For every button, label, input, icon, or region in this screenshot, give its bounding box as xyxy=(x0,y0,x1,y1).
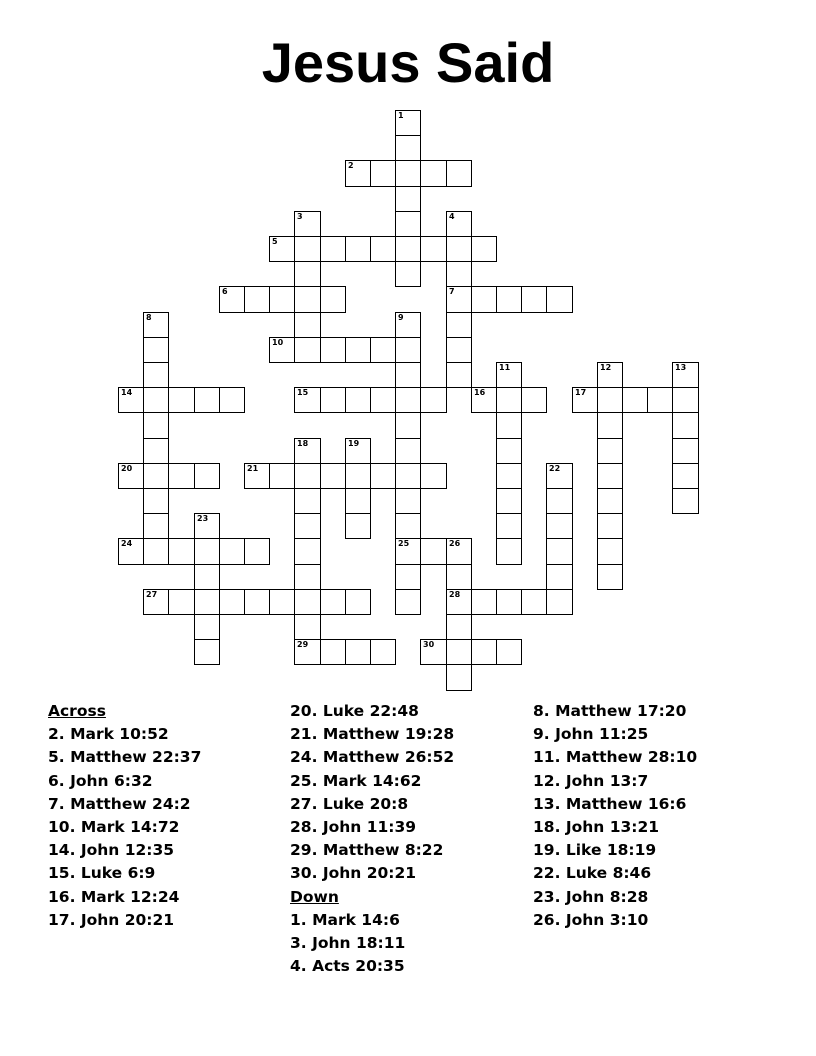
clue-number: 28. xyxy=(290,818,323,837)
down-clue xyxy=(290,932,540,955)
clue-number: 11. xyxy=(533,748,566,767)
across-clue xyxy=(48,886,298,909)
grid-cell[interactable] xyxy=(244,589,270,615)
grid-cell[interactable] xyxy=(496,639,522,665)
clue-number: 18. xyxy=(533,818,566,837)
grid-cell[interactable] xyxy=(194,614,220,640)
grid-cell[interactable] xyxy=(546,564,573,590)
grid-cell[interactable] xyxy=(219,589,245,615)
across-clue xyxy=(48,862,298,885)
grid-cell[interactable] xyxy=(194,387,220,413)
grid-cell[interactable] xyxy=(194,463,220,489)
down-clue xyxy=(290,909,540,932)
grid-cell[interactable] xyxy=(294,639,321,665)
clue-number: 1 xyxy=(398,111,404,120)
across-clue xyxy=(48,816,298,839)
across-clue xyxy=(48,839,298,862)
grid-cell[interactable] xyxy=(194,513,220,539)
grid-cell[interactable] xyxy=(496,513,522,539)
grid-cell[interactable] xyxy=(395,538,421,565)
grid-cell[interactable] xyxy=(496,387,522,413)
clue-number: 15. xyxy=(48,864,81,883)
grid-cell[interactable] xyxy=(345,488,371,514)
grid-cell[interactable] xyxy=(496,463,522,489)
grid-cell[interactable] xyxy=(294,312,321,338)
grid-cell[interactable] xyxy=(269,286,295,313)
grid-cell[interactable] xyxy=(395,463,421,489)
clue-number: 12 xyxy=(600,363,612,372)
clue-number: 24. xyxy=(290,748,323,767)
clue-number: 6. xyxy=(48,771,71,790)
grid-cell[interactable] xyxy=(446,362,472,388)
grid-cell[interactable] xyxy=(597,387,623,413)
clue-number: 6 xyxy=(222,287,228,296)
grid-cell[interactable] xyxy=(672,438,699,464)
clue-number: 2. xyxy=(48,725,71,744)
clue-reference: Acts 20:35 xyxy=(312,957,405,976)
down-clue xyxy=(533,839,783,862)
grid-cell[interactable] xyxy=(647,387,673,413)
grid-cell[interactable] xyxy=(672,387,699,413)
grid-cell[interactable] xyxy=(345,513,371,539)
clue-number: 29. xyxy=(290,841,323,860)
grid-cell[interactable] xyxy=(345,589,371,615)
clue-number: 25. xyxy=(290,771,323,790)
grid-cell[interactable] xyxy=(345,236,371,262)
grid-cell[interactable] xyxy=(194,564,220,590)
clue-reference: Mark 12:24 xyxy=(80,887,180,906)
grid-cell[interactable] xyxy=(420,639,447,665)
grid-cell[interactable] xyxy=(395,186,421,212)
clue-number: 5 xyxy=(272,237,278,246)
grid-cell[interactable] xyxy=(496,286,522,313)
clue-reference: John 13:7 xyxy=(565,771,649,790)
clue-reference: Matthew 8:22 xyxy=(322,841,444,860)
across-clue xyxy=(48,909,298,932)
grid-cell[interactable] xyxy=(219,538,245,565)
grid-cell[interactable] xyxy=(345,337,371,363)
grid-cell[interactable] xyxy=(143,513,169,539)
grid-cell[interactable] xyxy=(370,387,396,413)
grid-cell[interactable] xyxy=(395,135,421,161)
grid-cell[interactable] xyxy=(597,564,623,590)
clue-number: 23 xyxy=(197,514,209,523)
clue-reference: Mark 14:72 xyxy=(80,818,180,837)
clue-reference: Matthew 24:2 xyxy=(70,794,191,813)
clue-number: 8 xyxy=(146,313,152,322)
clue-reference: John 18:11 xyxy=(312,934,406,953)
grid-cell[interactable] xyxy=(446,286,472,313)
clue-column-2 xyxy=(290,700,540,978)
clue-number: 17 xyxy=(575,388,587,397)
across-clue xyxy=(290,793,540,816)
down-clue xyxy=(533,886,783,909)
grid-cell[interactable] xyxy=(395,387,421,413)
down-heading: Down xyxy=(290,887,339,906)
grid-cell[interactable] xyxy=(118,387,144,413)
clue-reference: John 6:32 xyxy=(70,771,153,790)
clue-number: 11 xyxy=(499,363,511,372)
grid-cell[interactable] xyxy=(294,438,321,464)
grid-cell[interactable] xyxy=(521,286,547,313)
clue-number: 16 xyxy=(474,388,486,397)
clue-reference: John 3:10 xyxy=(565,910,649,929)
clue-reference: Matthew 26:52 xyxy=(322,748,455,767)
grid-cell[interactable] xyxy=(597,488,623,514)
clue-reference: Mark 10:52 xyxy=(70,725,169,744)
grid-cell[interactable] xyxy=(672,488,699,514)
clue-number: 21 xyxy=(247,464,259,473)
grid-cell[interactable] xyxy=(370,236,396,262)
clue-number: 7. xyxy=(48,794,71,813)
grid-cell[interactable] xyxy=(294,211,321,237)
grid-cell[interactable] xyxy=(370,463,396,489)
grid-cell[interactable] xyxy=(672,463,699,489)
clue-reference: John 13:21 xyxy=(565,818,660,837)
grid-cell[interactable] xyxy=(496,362,522,388)
grid-cell[interactable] xyxy=(294,589,321,615)
clue-number: 28 xyxy=(449,590,461,599)
clue-reference: John 20:21 xyxy=(80,910,175,929)
grid-cell[interactable] xyxy=(395,261,421,287)
clue-reference: Matthew 16:6 xyxy=(565,794,687,813)
across-clue xyxy=(48,770,298,793)
grid-cell[interactable] xyxy=(672,412,699,439)
grid-cell[interactable] xyxy=(294,286,321,313)
grid-cell[interactable] xyxy=(294,513,321,539)
grid-cell[interactable] xyxy=(446,160,472,187)
clue-number: 21. xyxy=(290,725,323,744)
grid-cell[interactable] xyxy=(345,639,371,665)
clue-number: 23. xyxy=(533,887,566,906)
grid-cell[interactable] xyxy=(471,387,497,413)
clue-number: 16. xyxy=(48,887,81,906)
clue-number: 29 xyxy=(297,640,309,649)
across-clue xyxy=(48,793,298,816)
grid-cell[interactable] xyxy=(395,362,421,388)
clue-number: 7 xyxy=(449,287,455,296)
grid-cell[interactable] xyxy=(370,639,396,665)
grid-cell[interactable] xyxy=(143,387,169,413)
clue-number: 2 xyxy=(348,161,354,170)
clue-number: 22. xyxy=(533,864,566,883)
grid-cell[interactable] xyxy=(194,589,220,615)
grid-cell[interactable] xyxy=(572,387,598,413)
grid-cell[interactable] xyxy=(446,211,472,237)
down-clue xyxy=(533,909,783,932)
grid-cell[interactable] xyxy=(194,639,220,665)
down-clue xyxy=(533,816,783,839)
grid-cell[interactable] xyxy=(471,286,497,313)
clue-number: 20. xyxy=(290,702,323,720)
down-clue xyxy=(533,793,783,816)
grid-cell[interactable] xyxy=(143,312,169,338)
grid-cell[interactable] xyxy=(345,438,371,464)
grid-cell[interactable] xyxy=(597,538,623,565)
clue-reference: John 11:39 xyxy=(322,818,417,837)
grid-cell[interactable] xyxy=(395,513,421,539)
grid-cell[interactable] xyxy=(395,160,421,187)
across-clue xyxy=(290,746,540,769)
clue-number: 12. xyxy=(533,771,566,790)
grid-cell[interactable] xyxy=(496,589,522,615)
clue-reference: John 8:28 xyxy=(565,887,649,906)
down-clue xyxy=(533,723,783,746)
clue-reference: Luke 8:46 xyxy=(565,864,652,883)
across-clue xyxy=(48,746,298,769)
clue-number: 13 xyxy=(675,363,687,372)
grid-cell[interactable] xyxy=(269,463,295,489)
grid-cell[interactable] xyxy=(597,362,623,388)
clue-number: 14 xyxy=(121,388,133,397)
down-clue xyxy=(290,955,540,978)
grid-cell[interactable] xyxy=(244,538,270,565)
clue-number: 30 xyxy=(423,640,435,649)
grid-cell[interactable] xyxy=(395,236,421,262)
grid-cell[interactable] xyxy=(471,639,497,665)
grid-cell[interactable] xyxy=(471,589,497,615)
grid-cell[interactable] xyxy=(143,438,169,464)
clue-reference: John 12:35 xyxy=(80,841,175,860)
clue-reference: Like 18:19 xyxy=(565,841,657,860)
grid-cell[interactable] xyxy=(446,639,472,665)
grid-cell[interactable] xyxy=(420,160,447,187)
clue-reference: Matthew 17:20 xyxy=(555,702,687,720)
grid-cell[interactable] xyxy=(597,438,623,464)
grid-cell[interactable] xyxy=(420,387,447,413)
clue-reference: Mark 14:6 xyxy=(312,910,400,929)
grid-cell[interactable] xyxy=(294,387,321,413)
grid-cell[interactable] xyxy=(294,236,321,262)
down-clue xyxy=(533,862,783,885)
clue-reference: Matthew 28:10 xyxy=(565,748,698,767)
grid-cell[interactable] xyxy=(244,463,270,489)
grid-cell[interactable] xyxy=(269,337,295,363)
clue-number: 26. xyxy=(533,910,566,929)
grid-cell[interactable] xyxy=(395,438,421,464)
clue-number: 1. xyxy=(290,910,313,929)
grid-cell[interactable] xyxy=(395,412,421,439)
clue-column-1 xyxy=(48,700,298,932)
grid-cell[interactable] xyxy=(294,614,321,640)
grid-cell[interactable] xyxy=(395,488,421,514)
clue-number: 14. xyxy=(48,841,81,860)
grid-cell[interactable] xyxy=(345,160,371,187)
grid-cell[interactable] xyxy=(320,337,346,363)
grid-cell[interactable] xyxy=(143,488,169,514)
grid-cell[interactable] xyxy=(546,286,573,313)
clue-number: 20 xyxy=(121,464,133,473)
clue-number: 27. xyxy=(290,794,323,813)
grid-cell[interactable] xyxy=(320,639,346,665)
grid-cell[interactable] xyxy=(320,463,346,489)
grid-cell[interactable] xyxy=(446,664,472,691)
clue-number: 19. xyxy=(533,841,566,860)
across-clue xyxy=(290,770,540,793)
grid-cell[interactable] xyxy=(420,463,447,489)
grid-cell[interactable] xyxy=(320,387,346,413)
grid-cell[interactable] xyxy=(269,236,295,262)
grid-cell[interactable] xyxy=(496,488,522,514)
across-clue xyxy=(290,839,540,862)
grid-cell[interactable] xyxy=(420,236,447,262)
clue-number: 30. xyxy=(290,864,323,883)
grid-cell[interactable] xyxy=(168,387,195,413)
clue-number: 15 xyxy=(297,388,309,397)
clue-number: 8. xyxy=(533,702,556,720)
grid-cell[interactable] xyxy=(244,286,270,313)
grid-cell[interactable] xyxy=(143,463,169,489)
grid-cell[interactable] xyxy=(521,589,547,615)
clue-number: 27 xyxy=(146,590,158,599)
grid-cell[interactable] xyxy=(395,589,421,615)
grid-cell[interactable] xyxy=(496,538,522,565)
clue-number: 3. xyxy=(290,934,313,953)
grid-cell[interactable] xyxy=(345,463,371,489)
clue-reference: Luke 22:48 xyxy=(322,702,419,720)
down-clue xyxy=(533,770,783,793)
grid-cell[interactable] xyxy=(168,589,195,615)
grid-cell[interactable] xyxy=(496,438,522,464)
grid-cell[interactable] xyxy=(546,538,573,565)
grid-cell[interactable] xyxy=(395,312,421,338)
grid-cell[interactable] xyxy=(294,538,321,565)
grid-cell[interactable] xyxy=(546,513,573,539)
puzzle-title: Jesus Said xyxy=(261,31,555,94)
grid-cell[interactable] xyxy=(143,412,169,439)
grid-cell[interactable] xyxy=(446,261,472,287)
grid-cell[interactable] xyxy=(143,362,169,388)
clue-number: 19 xyxy=(348,439,360,448)
clue-reference: Luke 20:8 xyxy=(322,794,409,813)
grid-cell[interactable] xyxy=(294,261,321,287)
clue-number: 9. xyxy=(533,725,556,744)
grid-cell[interactable] xyxy=(446,589,472,615)
grid-cell[interactable] xyxy=(597,513,623,539)
grid-cell[interactable] xyxy=(521,387,547,413)
down-clue xyxy=(533,700,783,723)
clue-number: 22 xyxy=(549,464,561,473)
clue-reference: Luke 6:9 xyxy=(80,864,156,883)
clue-reference: Matthew 22:37 xyxy=(70,748,202,767)
grid-cell[interactable] xyxy=(118,538,144,565)
clue-reference: Matthew 19:28 xyxy=(322,725,455,744)
grid-cell[interactable] xyxy=(395,110,421,136)
grid-cell[interactable] xyxy=(294,488,321,514)
across-clue xyxy=(290,723,540,746)
down-clue xyxy=(533,746,783,769)
grid-cell[interactable] xyxy=(320,286,346,313)
grid-cell[interactable] xyxy=(597,463,623,489)
clue-number: 24 xyxy=(121,539,133,548)
grid-cell[interactable] xyxy=(370,337,396,363)
clue-number: 13. xyxy=(533,794,566,813)
grid-cell[interactable] xyxy=(320,589,346,615)
clue-number: 5. xyxy=(48,748,71,767)
across-clue xyxy=(290,816,540,839)
grid-cell[interactable] xyxy=(219,286,245,313)
grid-cell[interactable] xyxy=(118,463,144,489)
across-clue xyxy=(290,700,540,723)
clue-reference: John 20:21 xyxy=(322,864,417,883)
grid-cell[interactable] xyxy=(395,337,421,363)
grid-cell[interactable] xyxy=(320,236,346,262)
clue-number: 10 xyxy=(272,338,284,347)
grid-cell[interactable] xyxy=(446,312,472,338)
grid-cell[interactable] xyxy=(446,236,472,262)
grid-cell[interactable] xyxy=(446,614,472,640)
grid-cell[interactable] xyxy=(395,564,421,590)
grid-cell[interactable] xyxy=(446,564,472,590)
clue-number: 9 xyxy=(398,313,404,322)
grid-cell[interactable] xyxy=(597,412,623,439)
grid-cell[interactable] xyxy=(496,412,522,439)
grid-cell[interactable] xyxy=(143,589,169,615)
grid-cell[interactable] xyxy=(194,538,220,565)
grid-cell[interactable] xyxy=(269,589,295,615)
grid-cell[interactable] xyxy=(446,337,472,363)
grid-cell[interactable] xyxy=(471,236,497,262)
clue-number: 17. xyxy=(48,910,81,929)
grid-cell[interactable] xyxy=(395,211,421,237)
clue-number: 3 xyxy=(297,212,303,221)
grid-cell[interactable] xyxy=(219,387,245,413)
across-clue xyxy=(48,723,298,746)
grid-cell[interactable] xyxy=(345,387,371,413)
grid-cell[interactable] xyxy=(294,463,321,489)
across-heading: Across xyxy=(48,702,106,720)
across-clue xyxy=(290,862,540,885)
grid-cell[interactable] xyxy=(168,463,195,489)
clue-reference: Mark 14:62 xyxy=(322,771,422,790)
clue-number: 25 xyxy=(398,539,410,548)
grid-cell[interactable] xyxy=(546,589,573,615)
grid-cell[interactable] xyxy=(168,538,195,565)
grid-cell[interactable] xyxy=(370,160,396,187)
grid-cell[interactable] xyxy=(546,463,573,489)
grid-cell[interactable] xyxy=(294,337,321,363)
grid-cell[interactable] xyxy=(143,538,169,565)
grid-cell[interactable] xyxy=(294,564,321,590)
grid-cell[interactable] xyxy=(143,337,169,363)
grid-cell[interactable] xyxy=(622,387,648,413)
clue-number: 4. xyxy=(290,957,313,976)
clue-number: 26 xyxy=(449,539,461,548)
clue-number: 18 xyxy=(297,439,309,448)
grid-cell[interactable] xyxy=(420,538,447,565)
grid-cell[interactable] xyxy=(446,538,472,565)
grid-cell[interactable] xyxy=(546,488,573,514)
clue-number: 10. xyxy=(48,818,81,837)
clue-reference: John 11:25 xyxy=(555,725,649,744)
grid-cell[interactable] xyxy=(672,362,699,388)
clue-number: 4 xyxy=(449,212,455,221)
clue-column-3 xyxy=(533,700,783,932)
